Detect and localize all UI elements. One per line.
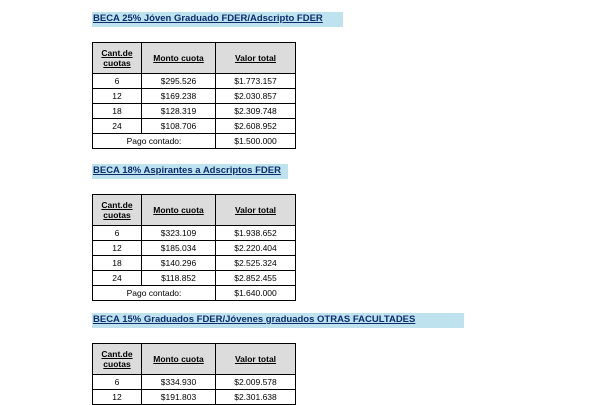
cell-total: $1.773.157 [216,74,296,89]
header-monto-cuota: Monto cuota [142,43,216,74]
table-header-row [93,43,296,74]
header-monto-cuota: Monto cuota [142,344,216,375]
cell-monto: $323.109 [142,226,216,241]
pago-contado-label: Pago contado: [93,134,216,149]
cell-monto: $128.319 [142,104,216,119]
header-cant-cuotas: Cant.de cuotas [93,344,142,375]
table-row [93,271,296,286]
pago-contado-value: $1.500.000 [216,134,296,149]
cell-total: $2.525.324 [216,256,296,271]
cell-monto: $118.852 [142,271,216,286]
cell-cuotas: 24 [93,119,142,134]
cell-cuotas: 24 [93,271,142,286]
cell-cuotas: 6 [93,226,142,241]
cell-monto: $191.803 [142,390,216,405]
cell-monto: $108.706 [142,119,216,134]
cell-cuotas: 6 [93,375,142,390]
beca-section-3 [92,313,464,405]
cell-cuotas: 12 [93,241,142,256]
cell-cuotas: 12 [93,390,142,405]
header-cant-cuotas: Cant.de cuotas [93,195,142,226]
table-row [93,89,296,104]
cell-monto: $140.296 [142,256,216,271]
beca-section-1 [92,12,343,149]
table-header-row [93,344,296,375]
cell-monto: $295.526 [142,74,216,89]
cell-total: $2.608.952 [216,119,296,134]
section-title: BECA 18% Aspirantes a Adscriptos FDER [92,164,288,179]
table-row [93,74,296,89]
table-row [93,390,296,405]
cell-cuotas: 6 [93,74,142,89]
pago-contado-label: Pago contado: [93,286,216,301]
beca-section-2 [92,164,296,301]
section-title: BECA 15% Graduados FDER/Jóvenes graduados OTRAS FACULTADES [92,313,464,328]
header-valor-total: Valor total [216,195,296,226]
cell-monto: $334.930 [142,375,216,390]
cell-total: $2.009.578 [216,375,296,390]
cell-monto: $169.238 [142,89,216,104]
cell-total: $2.220.404 [216,241,296,256]
cell-total: $2.852.455 [216,271,296,286]
header-valor-total: Valor total [216,43,296,74]
installments-table [92,194,296,301]
table-row [93,375,296,390]
cell-cuotas: 18 [93,104,142,119]
cell-total: $2.309.748 [216,104,296,119]
cell-cuotas: 12 [93,89,142,104]
installments-table [92,343,296,405]
pago-contado-row [93,286,296,301]
header-cant-cuotas: Cant.de cuotas [93,43,142,74]
header-valor-total: Valor total [216,344,296,375]
cell-total: $1.938.652 [216,226,296,241]
cell-total: $2.030.857 [216,89,296,104]
header-monto-cuota: Monto cuota [142,195,216,226]
table-row [93,256,296,271]
cell-cuotas: 18 [93,256,142,271]
cell-monto: $185.034 [142,241,216,256]
table-row [93,226,296,241]
table-header-row [93,195,296,226]
table-row [93,104,296,119]
cell-total: $2.301.638 [216,390,296,405]
table-row [93,119,296,134]
table-row [93,241,296,256]
section-title: BECA 25% Jóven Graduado FDER/Adscripto FDER [92,12,343,27]
pago-contado-row [93,134,296,149]
pago-contado-value: $1.640.000 [216,286,296,301]
installments-table [92,42,296,149]
